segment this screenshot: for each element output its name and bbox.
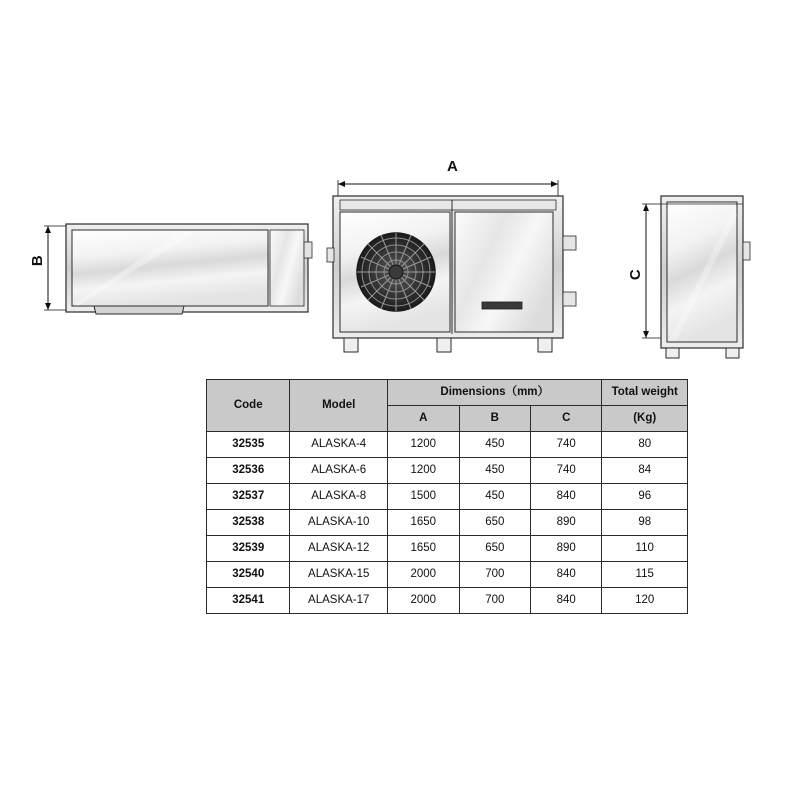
header-dim-b: B <box>459 406 530 432</box>
cell-model: ALASKA-8 <box>290 484 388 510</box>
cell-code: 32538 <box>207 510 290 536</box>
cell-weight: 84 <box>602 458 688 484</box>
technical-drawing <box>0 0 800 375</box>
spec-table-container <box>206 379 688 614</box>
dimension-label-a: A <box>447 158 459 175</box>
cell-model: ALASKA-6 <box>290 458 388 484</box>
cell-code: 32540 <box>207 562 290 588</box>
cell-dim-a: 1650 <box>387 536 459 562</box>
table-row <box>207 588 688 614</box>
cell-code: 32537 <box>207 484 290 510</box>
cell-model: ALASKA-4 <box>290 432 388 458</box>
cell-weight: 80 <box>602 432 688 458</box>
cell-weight: 110 <box>602 536 688 562</box>
cell-dim-c: 840 <box>531 484 602 510</box>
header-total-weight: Total weight <box>602 380 688 406</box>
cell-code: 32541 <box>207 588 290 614</box>
cell-code: 32539 <box>207 536 290 562</box>
cell-model: ALASKA-10 <box>290 510 388 536</box>
fan-icon <box>357 233 435 311</box>
cell-dim-a: 2000 <box>387 588 459 614</box>
cell-dim-b: 650 <box>459 510 530 536</box>
cell-dim-c: 840 <box>531 562 602 588</box>
cell-weight: 96 <box>602 484 688 510</box>
table-row <box>207 432 688 458</box>
table-row <box>207 484 688 510</box>
front-view-a <box>327 180 576 352</box>
cell-dim-b: 450 <box>459 432 530 458</box>
drawing-svg <box>0 0 800 375</box>
cell-dim-a: 1650 <box>387 510 459 536</box>
header-dimensions: Dimensions（mm） <box>387 380 601 406</box>
end-view-c <box>642 196 750 358</box>
cell-dim-b: 700 <box>459 588 530 614</box>
cell-dim-c: 890 <box>531 510 602 536</box>
table-header-row-1 <box>207 380 688 406</box>
cell-dim-b: 450 <box>459 484 530 510</box>
cell-model: ALASKA-15 <box>290 562 388 588</box>
cell-dim-b: 700 <box>459 562 530 588</box>
spec-table <box>206 379 688 614</box>
door-handle <box>482 302 522 309</box>
cell-weight: 98 <box>602 510 688 536</box>
cell-dim-a: 2000 <box>387 562 459 588</box>
cell-dim-a: 1200 <box>387 432 459 458</box>
table-row <box>207 458 688 484</box>
header-code: Code <box>207 380 290 432</box>
cell-code: 32535 <box>207 432 290 458</box>
header-model: Model <box>290 380 388 432</box>
cell-dim-c: 840 <box>531 588 602 614</box>
cell-dim-b: 450 <box>459 458 530 484</box>
cell-dim-a: 1200 <box>387 458 459 484</box>
spec-table-body <box>207 432 688 614</box>
dimension-label-b: B <box>29 254 47 267</box>
cell-dim-a: 1500 <box>387 484 459 510</box>
table-row <box>207 510 688 536</box>
cell-dim-c: 740 <box>531 458 602 484</box>
cell-model: ALASKA-17 <box>290 588 388 614</box>
header-dim-c: C <box>531 406 602 432</box>
cell-code: 32536 <box>207 458 290 484</box>
table-row <box>207 562 688 588</box>
spec-table-head <box>207 380 688 432</box>
cell-weight: 115 <box>602 562 688 588</box>
side-view-b <box>44 224 312 314</box>
cell-model: ALASKA-12 <box>290 536 388 562</box>
cell-dim-c: 740 <box>531 432 602 458</box>
cell-dim-b: 650 <box>459 536 530 562</box>
header-dim-a: A <box>387 406 459 432</box>
cell-weight: 120 <box>602 588 688 614</box>
cell-dim-c: 890 <box>531 536 602 562</box>
dimension-label-c: C <box>627 268 645 281</box>
table-row <box>207 536 688 562</box>
header-weight-unit: (Kg) <box>602 406 688 432</box>
